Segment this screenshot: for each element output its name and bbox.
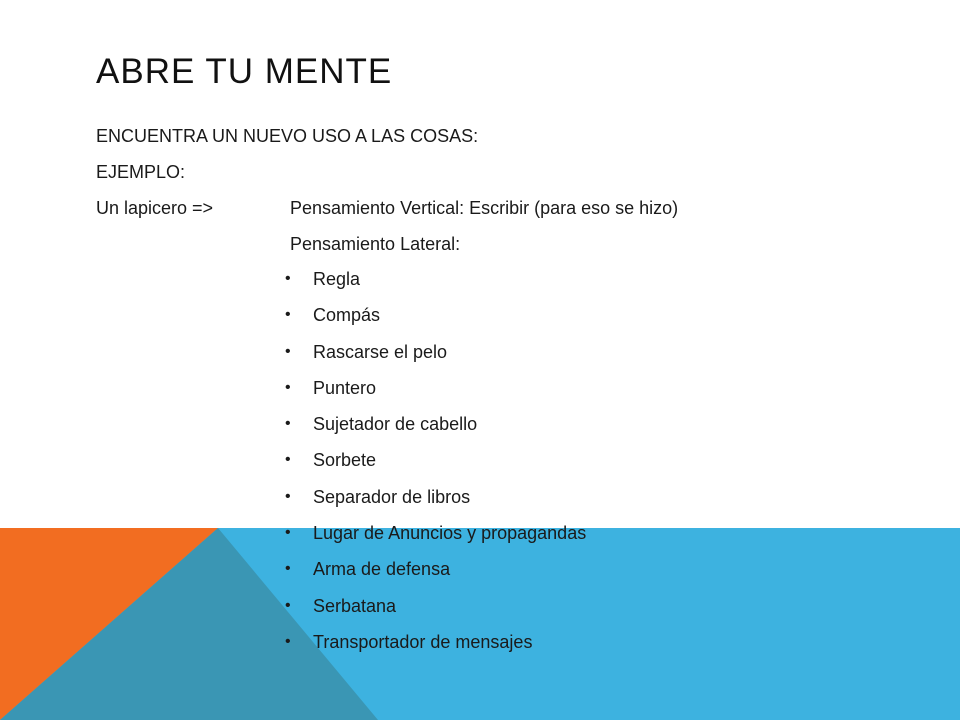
bullet-icon: • — [285, 487, 291, 505]
list-item-text: Separador de libros — [313, 486, 471, 507]
bullet-icon: • — [285, 560, 291, 578]
list-item — [285, 594, 586, 630]
list-item — [285, 376, 586, 412]
example-label: EJEMPLO: — [96, 162, 186, 182]
bullet-icon: • — [285, 596, 291, 614]
list-item-text: Compás — [313, 305, 381, 326]
vertical-thinking-text: Pensamiento Vertical: Escribir (para eso se hizo) — [290, 198, 679, 218]
slide-title: ABRE TU MENTE — [96, 52, 393, 91]
list-item — [285, 448, 586, 484]
list-item — [285, 267, 586, 303]
lateral-uses-list — [285, 267, 586, 666]
list-item-text: Rascarse el pelo — [313, 341, 448, 362]
list-item-text: Arma de defensa — [313, 559, 451, 580]
list-item-text: Puntero — [313, 377, 377, 398]
object-text: Un lapicero => — [96, 198, 214, 218]
bullet-icon: • — [285, 524, 291, 542]
list-item — [285, 485, 586, 521]
list-item — [285, 340, 586, 376]
list-item — [285, 303, 586, 339]
list-item — [285, 557, 586, 593]
list-item — [285, 412, 586, 448]
list-item-text: Sorbete — [313, 450, 377, 471]
bullet-icon: • — [285, 306, 291, 324]
list-item-text: Transportador de mensajes — [313, 631, 533, 652]
bullet-icon: • — [285, 632, 291, 650]
list-item — [285, 630, 586, 666]
list-item-text: Lugar de Anuncios y propagandas — [313, 523, 587, 544]
list-item-text: Serbatana — [313, 595, 397, 616]
bullet-icon: • — [285, 342, 291, 360]
bullet-icon: • — [285, 270, 291, 287]
list-item-text: Sujetador de cabello — [313, 414, 478, 435]
bullet-icon: • — [285, 415, 291, 433]
bullet-icon: • — [285, 451, 291, 469]
bullet-icon: • — [285, 378, 291, 396]
list-item-text: Regla — [313, 269, 361, 289]
intro-text: ENCUENTRA UN NUEVO USO A LAS COSAS: — [96, 126, 479, 146]
list-item — [285, 521, 586, 557]
lateral-thinking-label: Pensamiento Lateral: — [290, 234, 461, 254]
